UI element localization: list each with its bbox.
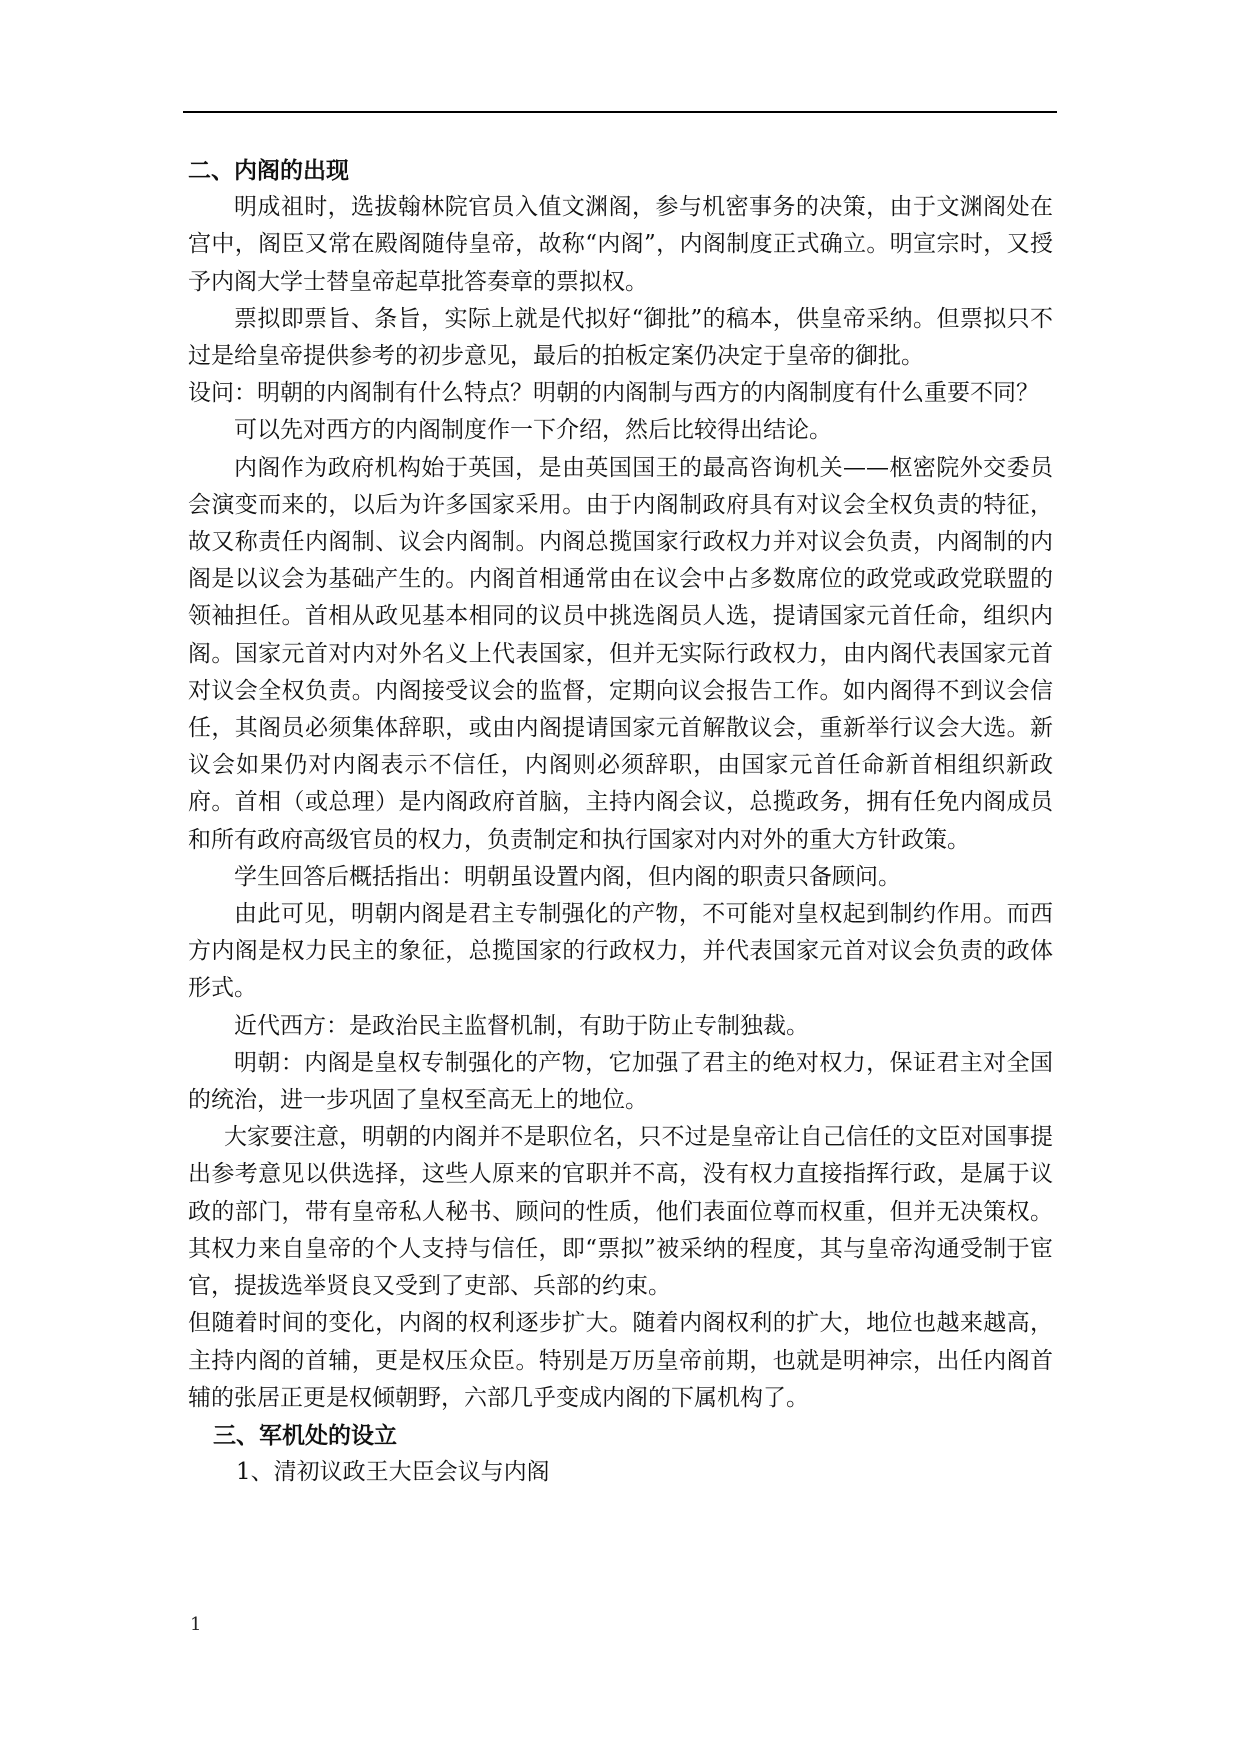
subheading-early-qing: 1、清初议政王大臣会议与内阁	[236, 1459, 550, 1486]
paragraph-modern-west: 近代西方：是政治民主监督机制，有助于防止专制独裁。	[234, 1012, 809, 1039]
paragraph-ming-dynasty: 明朝：内阁是皇权专制强化的产物，它加强了君主的绝对权力，保证君主对全国的统治，进一步巩固了皇权至高无上的地位。	[188, 1049, 1053, 1114]
page-number: 1	[190, 1614, 202, 1635]
section-heading-cabinet: 二、内阁的出现	[188, 157, 349, 184]
paragraph-expansion: 但随着时间的变化，内阁的权利逐步扩大。随着内阁权利的扩大，地位也越来越高，主持内阁的首辅，更是权压众臣。特别是万历皇帝前期，也就是明神宗，出任内阁首辅的张居正更是权倾朝野，六部几乎变成内阁的下属机构了。	[188, 1310, 1053, 1411]
section-heading-grand-council: 三、军机处的设立	[213, 1421, 397, 1449]
paragraph-comparison: 由此可见，明朝内阁是君主专制强化的产物，不可能对皇权起到制约作用。而西方内阁是权力民主的象征，总揽国家的行政权力，并代表国家元首对议会负责的政体形式。	[188, 901, 1053, 1002]
paragraph-attention: 大家要注意，明朝的内阁并不是职位名，只不过是皇帝让自己信任的文臣对国事提出参考意见以供选择，这些人原来的官职并不高，没有权力直接指挥行政，是属于议政的部门，带有皇帝私人秘书、顾问的性质，他们表面位尊而权重，但并无决策权。其权力来自皇帝的个人支持与信任，即“票拟”被采纳的程度，其与皇帝沟通受制于宦官，提拔选举贤良又受到了吏部、兵部的约束。	[188, 1124, 1053, 1300]
paragraph-western-intro: 可以先对西方的内阁制度作一下介绍，然后比较得出结论。	[234, 417, 832, 444]
paragraph-piaoni: 票拟即票旨、条旨，实际上就是代拟好“御批”的稿本，供皇帝采纳。但票拟只不过是给皇帝提供参考的初步意见，最后的拍板定案仍决定于皇帝的御批。	[188, 305, 1053, 370]
paragraph-western-cabinet: 内阁作为政府机构始于英国，是由英国国王的最高咨询机关——枢密院外交委员会演变而来的，以后为许多国家采用。由于内阁制政府具有对议会全权负责的特征，故又称责任内阁制、议会内阁制。内阁总揽国家行政权力并对议会负责，内阁制的内阁是以议会为基础产生的。内阁首相通常由在议会中占多数席位的政党或政党联盟的领袖担任。首相从政见基本相同的议员中挑选阁员人选，提请国家元首任命，组织内阁。国家元首对内对外名义上代表国家，但并无实际行政权力，由内阁代表国家元首对议会全权负责。内阁接受议会的监督，定期向议会报告工作。如内阁得不到议会信任，其阁员必须集体辞职，或由内阁提请国家元首解散议会，重新举行议会大选。新议会如果仍对内阁表示不信任，内阁则必须辞职，由国家元首任命新首相组织新政府。首相（或总理）是内阁政府首脑，主持内阁会议，总揽政务，拥有任免内阁成员和所有政府高级官员的权力，负责制定和执行国家对内对外的重大方针政策。	[188, 454, 1053, 853]
paragraph-student-answer: 学生回答后概括指出：明朝虽设置内阁，但内阁的职责只备顾问。	[234, 863, 901, 890]
document-body	[188, 152, 1053, 1491]
paragraph-cabinet-origin: 明成祖时，选拔翰林院官员入值文渊阁，参与机密事务的决策，由于文渊阁处在宫中，阁臣又常在殿阁随侍皇帝，故称“内阁”，内阁制度正式确立。明宣宗时，又授予内阁大学士替皇帝起草批答奏章的票拟权。	[188, 194, 1053, 295]
paragraph-question: 设问：明朝的内阁制有什么特点？明朝的内阁制与西方的内阁制度有什么重要不同？	[188, 380, 1039, 407]
header-rule	[183, 111, 1057, 113]
